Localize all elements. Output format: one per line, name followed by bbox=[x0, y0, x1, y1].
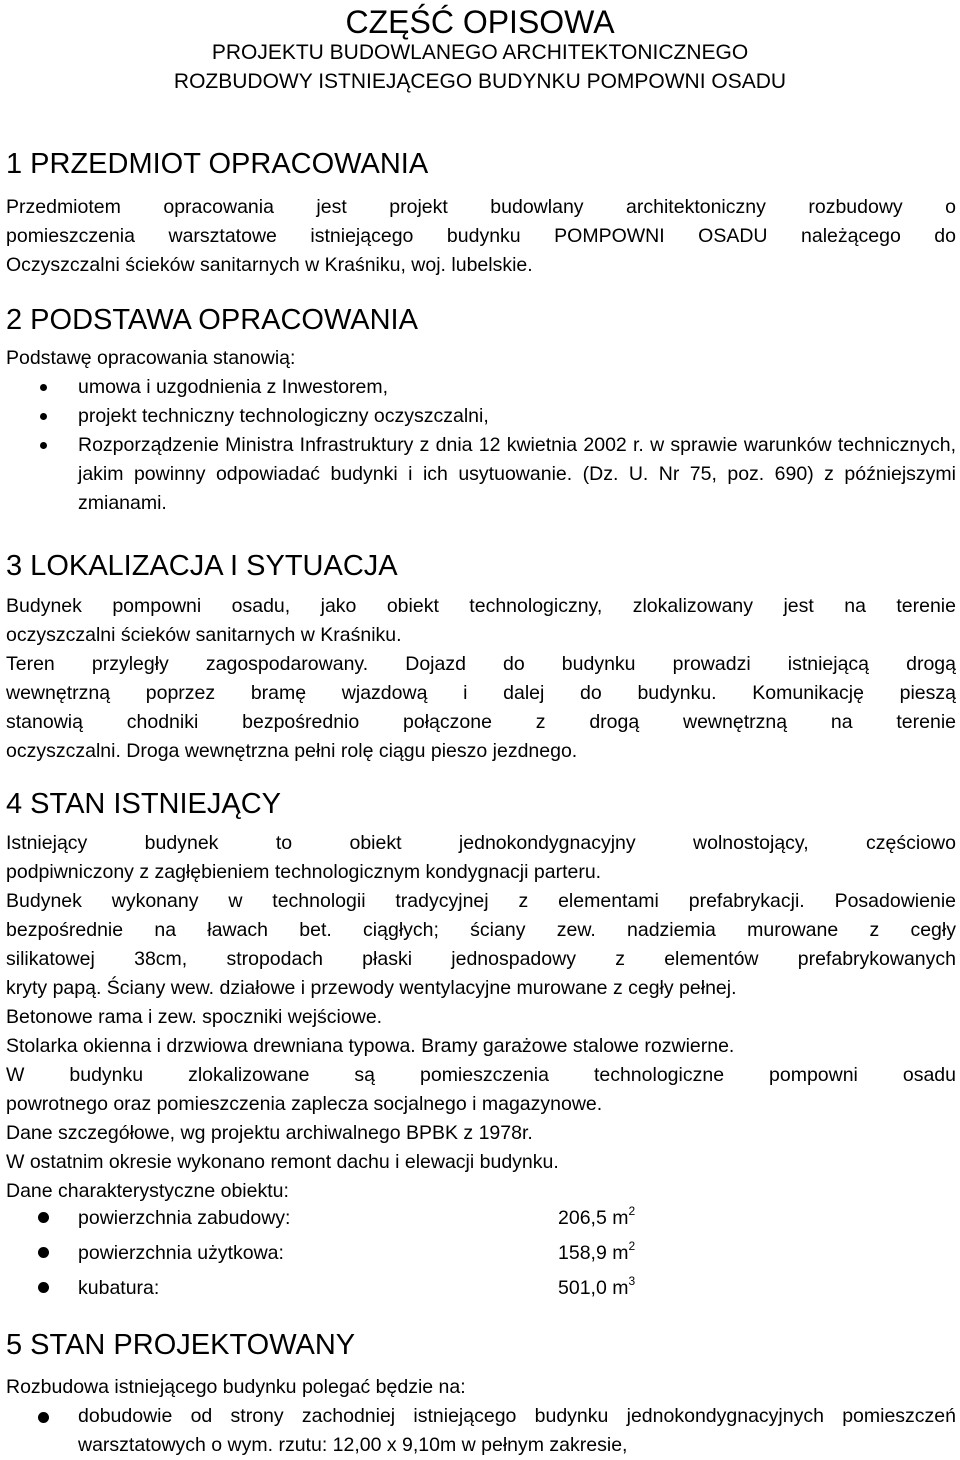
section-4-heading: 4 STAN ISTNIEJĄCY bbox=[6, 788, 282, 820]
data-value: 206,5 $m^2$ bbox=[558, 1203, 636, 1229]
paragraph-line: Betonowe rama i zew. spoczniki wejściowe. bbox=[6, 1006, 383, 1028]
paragraph-line: Oczyszczalni ścieków sanitarnych w Kraśniku, woj. lubelskie. bbox=[6, 254, 533, 276]
paragraph-line: Stolarka okienna i drzwiowa drewniana typowa. Bramy garażowe stalowe rozwierne. bbox=[6, 1035, 735, 1057]
paragraph-line: oczyszczalni. Droga wewnętrzna pełni rolę ciągu pieszo jezdnego. bbox=[6, 740, 578, 762]
list-item: Rozporządzenie Ministra Infrastruktury z dnia 12 kwietnia 2002 r. w sprawie warunków technicznych, jakim powinny odpowiadać budynki i ich usytuowanie. (Dz. U. Nr 75, poz. 690) z późniejszymi zmianami. bbox=[0, 431, 956, 518]
intro-text: Rozbudowa istniejącego budynku polegać będzie na: bbox=[6, 1376, 466, 1398]
paragraph-line: Przedmiotem opracowania jest projekt budowlany architektoniczny rozbudowy o bbox=[6, 196, 956, 218]
paragraph-line: bezpośrednie na ławach bet. ciągłych; ściany zew. nadziemia murowane z cegły bbox=[6, 919, 956, 941]
data-row-volume bbox=[0, 1271, 960, 1305]
paragraph-line: Budynek pompowni osadu, jako obiekt technologiczny, zlokalizowany jest na terenie bbox=[6, 595, 956, 617]
section-2-intro bbox=[6, 344, 956, 373]
data-row-built-area bbox=[0, 1201, 960, 1235]
paragraph-line: Budynek wykonany w technologii tradycyjnej z elementami prefabrykacji. Posadowienie bbox=[6, 890, 956, 912]
document-subtitle-2: ROZBUDOWY ISTNIEJĄCEGO BUDYNKU POMPOWNI OSADU bbox=[173, 70, 787, 93]
paragraph-line: W budynku zlokalizowane są pomieszczenia technologiczne pompowni osadu bbox=[6, 1064, 956, 1086]
data-row-usable-area bbox=[0, 1236, 960, 1270]
bullet-icon bbox=[38, 1212, 49, 1223]
paragraph-line: W ostatnim okresie wykonano remont dachu i elewacji budynku. bbox=[6, 1151, 559, 1173]
paragraph-line: podpiwniczony z zagłębieniem technologicznym kondygnacji parteru. bbox=[6, 861, 602, 883]
section-4-paragraph bbox=[6, 829, 956, 1206]
data-label: kubatura: bbox=[78, 1277, 160, 1299]
paragraph-line: wewnętrzną poprzez bramę wjazdową i dalej do budynku. Komunikację pieszą bbox=[6, 682, 956, 704]
list-item: dobudowie od strony zachodniej istniejącego budynku jednokondygnacyjnych pomieszczeń warsztatowych o wym. rzutu: 12,00 x 9,10m w pełnym zakresie, bbox=[0, 1402, 956, 1460]
paragraph-line: pomieszczenia warsztatowe istniejącego budynku POMPOWNI OSADU należącego do bbox=[6, 225, 956, 247]
intro-text: Podstawę opracowania stanowią: bbox=[6, 347, 296, 369]
section-5-list bbox=[0, 1402, 956, 1460]
document-title: CZĘŚĆ OPISOWA bbox=[345, 4, 615, 40]
paragraph-line: kryty papą. Ściany wew. działowe i przewody wentylacyjne murowane z cegły pełnej. bbox=[6, 977, 737, 999]
paragraph-line: powrotnego oraz pomieszczenia zaplecza socjalnego i magazynowe. bbox=[6, 1093, 603, 1115]
data-value: 501,0 $m^3$ bbox=[558, 1273, 636, 1299]
paragraph-line: Istniejący budynek to obiekt jednokondygnacyjny wolnostojący, częściowo bbox=[6, 832, 956, 854]
list-item: projekt techniczny technologiczny oczyszczalni, bbox=[0, 402, 956, 431]
section-3-paragraph bbox=[6, 592, 956, 766]
bullet-icon bbox=[38, 1247, 49, 1258]
section-1-paragraph bbox=[6, 193, 956, 280]
data-value: 158,9 $m^2$ bbox=[558, 1238, 636, 1264]
paragraph-line: Teren przyległy zagospodarowany. Dojazd do budynku prowadzi istniejącą drogą bbox=[6, 653, 956, 675]
paragraph-line: Dane szczegółowe, wg projektu archiwalnego BPBK z 1978r. bbox=[6, 1122, 533, 1144]
section-2-list bbox=[0, 373, 956, 518]
data-label: powierzchnia użytkowa: bbox=[78, 1242, 284, 1264]
section-1-heading: 1 PRZEDMIOT OPRACOWANIA bbox=[6, 148, 429, 180]
paragraph-line: stanowią chodniki bezpośrednio połączone z drogą wewnętrzną na terenie bbox=[6, 711, 956, 733]
section-5-heading: 5 STAN PROJEKTOWANY bbox=[6, 1329, 356, 1361]
paragraph-line: silikatowej 38cm, stropodach płaski jednospadowy z elementów prefabrykowanych bbox=[6, 948, 956, 970]
bullet-icon bbox=[38, 1282, 49, 1293]
section-3-heading: 3 LOKALIZACJA I SYTUACJA bbox=[6, 550, 398, 582]
data-label: powierzchnia zabudowy: bbox=[78, 1207, 291, 1229]
list-item: umowa i uzgodnienia z Inwestorem, bbox=[0, 373, 956, 402]
section-5-intro bbox=[6, 1373, 956, 1402]
document-subtitle-1: PROJEKTU BUDOWLANEGO ARCHITEKTONICZNEGO bbox=[211, 41, 749, 64]
paragraph-line: oczyszczalni ścieków sanitarnych w Kraśniku. bbox=[6, 624, 402, 646]
section-2-heading: 2 PODSTAWA OPRACOWANIA bbox=[6, 304, 418, 336]
paragraph-line: Dane charakterystyczne obiektu: bbox=[6, 1180, 289, 1202]
